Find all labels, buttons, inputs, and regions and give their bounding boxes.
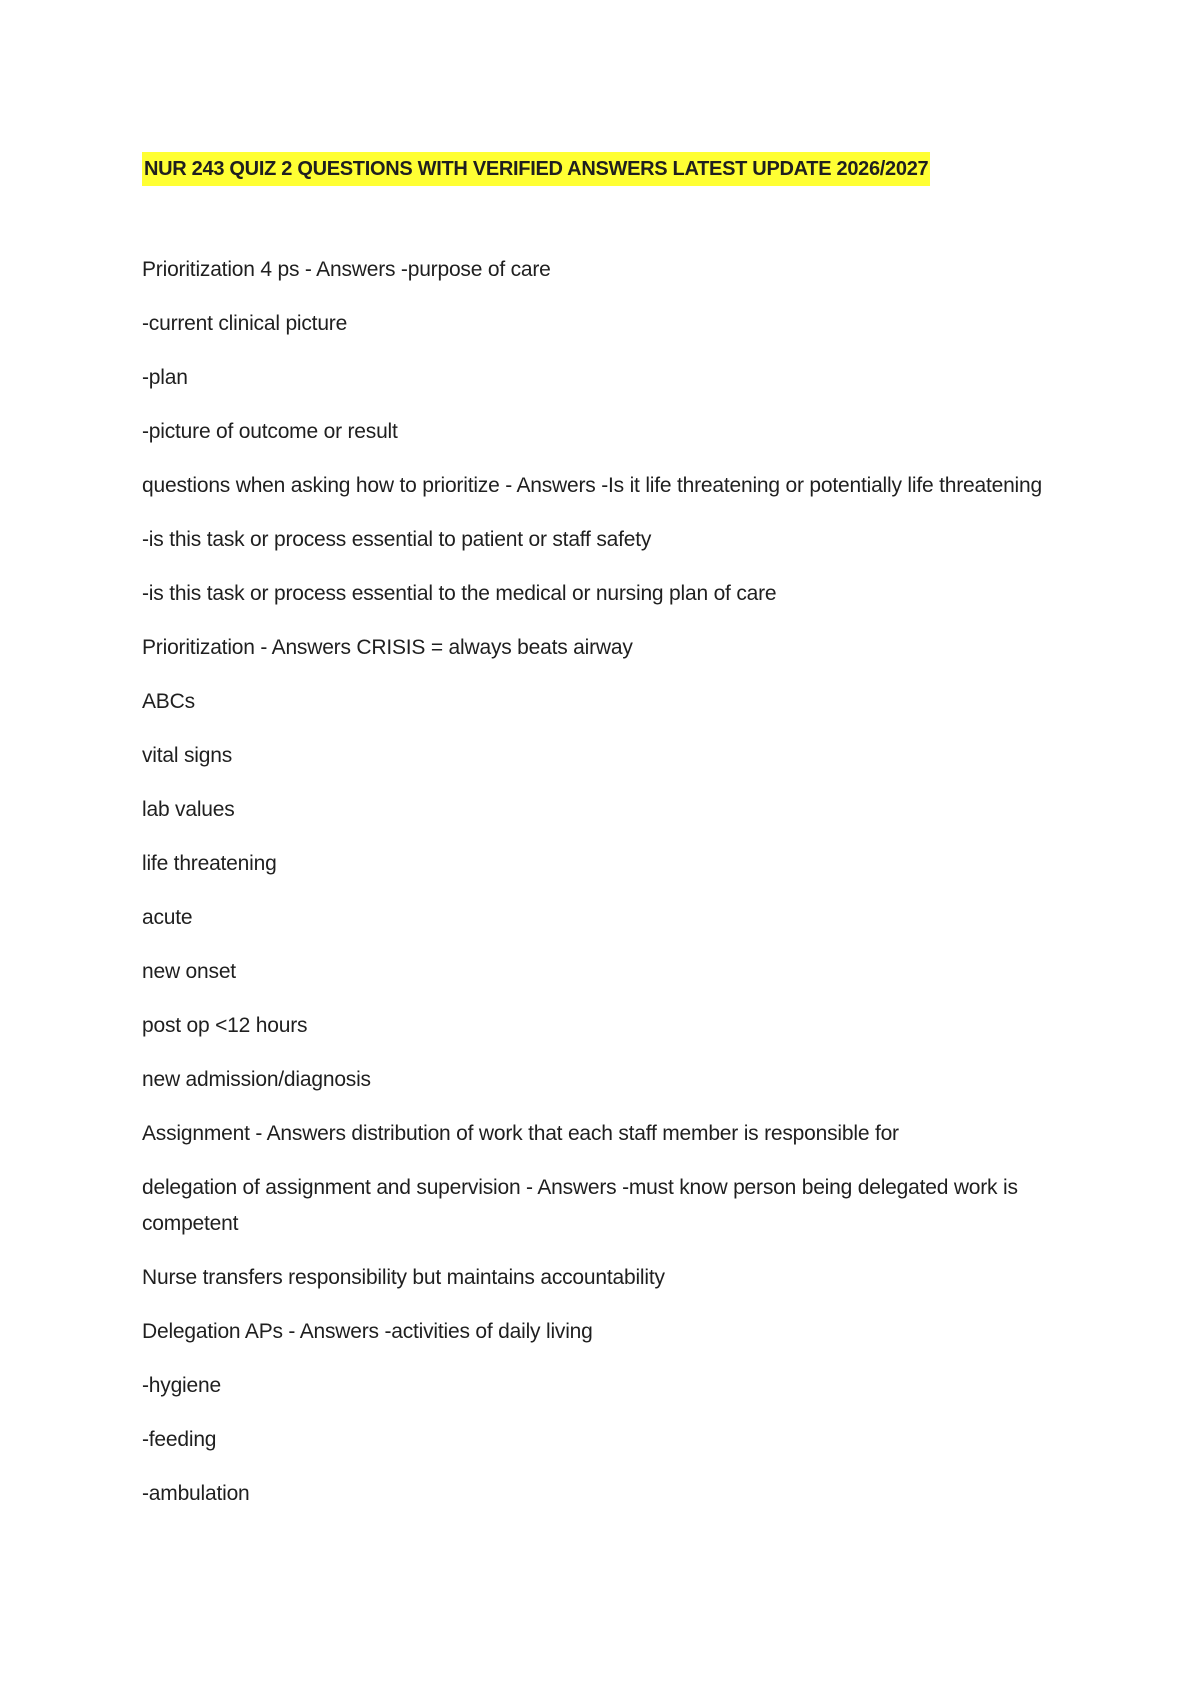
text-line: new admission/diagnosis xyxy=(142,1068,371,1091)
text-line: Assignment - Answers distribution of work that each staff member is responsible for xyxy=(142,1122,899,1145)
answer-lines xyxy=(142,252,1082,1512)
text-line: questions when asking how to prioritize - Answers -Is it life threatening or potentially life threatening xyxy=(142,474,1042,497)
document-title: NUR 243 QUIZ 2 QUESTIONS WITH VERIFIED ANSWERS LATEST UPDATE 2026/2027 xyxy=(142,152,930,186)
text-line: vital signs xyxy=(142,744,233,767)
text-line: -plan xyxy=(142,366,188,389)
text-line: -current clinical picture xyxy=(142,312,348,335)
text-line: -is this task or process essential to patient or staff safety xyxy=(142,528,652,551)
text-line: Delegation APs - Answers -activities of daily living xyxy=(142,1320,593,1343)
text-line: post op <12 hours xyxy=(142,1014,308,1037)
text-line: Prioritization - Answers CRISIS = always beats airway xyxy=(142,636,633,659)
text-line: acute xyxy=(142,906,193,929)
text-line: Nurse transfers responsibility but maintains accountability xyxy=(142,1266,665,1289)
text-line: -picture of outcome or result xyxy=(142,420,398,443)
text-line: life threatening xyxy=(142,852,277,875)
text-line: -is this task or process essential to the medical or nursing plan of care xyxy=(142,582,777,605)
text-line: -ambulation xyxy=(142,1482,250,1505)
text-line: lab values xyxy=(142,798,235,821)
text-line: delegation of assignment and supervision - Answers -must know person being delegated work is competent xyxy=(142,1176,1018,1235)
document-content xyxy=(142,152,1082,1530)
text-line: ABCs xyxy=(142,690,195,713)
text-line: new onset xyxy=(142,960,236,983)
text-line: -feeding xyxy=(142,1428,217,1451)
text-line: -hygiene xyxy=(142,1374,221,1397)
text-line: Prioritization 4 ps - Answers -purpose of care xyxy=(142,258,551,281)
